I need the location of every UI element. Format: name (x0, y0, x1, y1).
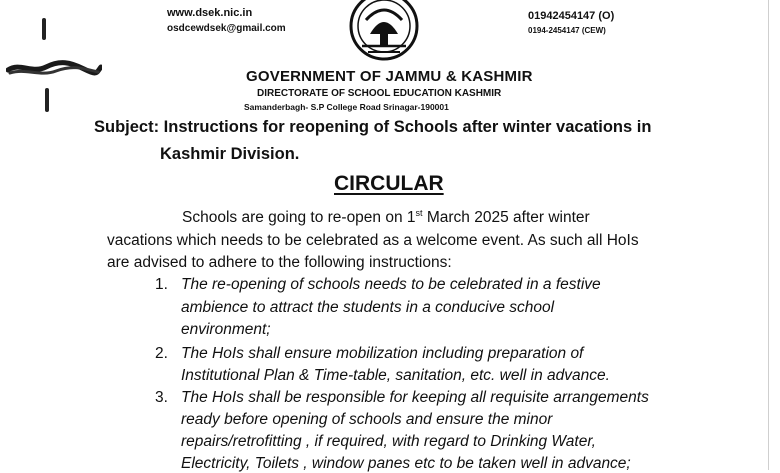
intro-text-b: March 2025 after winter (422, 209, 590, 226)
intro-line-2: vacations which needs to be celebrated as a welcome event. As such all HoIs (107, 232, 639, 249)
instruction-2-line: The HoIs shall ensure mobilization including preparation of (181, 345, 584, 362)
instruction-3-line: The HoIs shall be responsible for keeping all requisite arrangements (181, 389, 649, 406)
instruction-3-line: ready before opening of schools and ensure the minor (181, 411, 553, 428)
ordinal-suffix: st (415, 207, 423, 218)
scan-mark (45, 88, 49, 112)
instruction-2-line: Institutional Plan & Time-table, sanitation, etc. well in advance. (181, 367, 610, 384)
directorate-address: Samanderbagh- S.P College Road Srinagar-190001 (244, 102, 449, 112)
instruction-1-line: environment; (181, 321, 271, 338)
government-title: GOVERNMENT OF JAMMU & KASHMIR (246, 68, 533, 85)
instruction-3-number: 3. (155, 389, 168, 406)
ink-scribble (6, 58, 102, 80)
website-link[interactable]: www.dsek.nic.in (167, 7, 253, 19)
subject-line-continued: Kashmir Division. (160, 145, 300, 163)
instruction-3-line: Electricity, Toilets , window panes etc to be taken well in advance; (181, 455, 631, 472)
directorate-title: DIRECTORATE OF SCHOOL EDUCATION KASHMIR (257, 88, 502, 99)
phone-cew: 0194-2454147 (CEW) (528, 26, 606, 35)
instruction-1-number: 1. (155, 276, 168, 293)
instruction-1-line: ambience to attract the students in a conducive school (181, 299, 555, 316)
instruction-3-line: repairs/retrofitting , if required, with regard to Drinking Water, (181, 433, 596, 450)
intro-line-3: are advised to adhere to the following instructions: (107, 254, 452, 271)
intro-line-1 (182, 208, 590, 228)
email-link[interactable]: osdcewdsek@gmail.com (167, 23, 286, 34)
instruction-1-line: The re-opening of schools needs to be celebrated in a festive (181, 276, 601, 293)
circular-title: CIRCULAR (334, 172, 444, 195)
instruction-2-number: 2. (155, 345, 168, 362)
intro-text-a: Schools are going to re-open on 1 (182, 209, 416, 226)
scan-edge (768, 0, 769, 470)
scan-mark (42, 18, 46, 40)
phone-office: 01942454147 (O) (528, 10, 615, 22)
state-emblem-icon (348, 0, 420, 68)
subject-line: Subject: Instructions for reopening of Schools after winter vacations in (94, 118, 652, 136)
